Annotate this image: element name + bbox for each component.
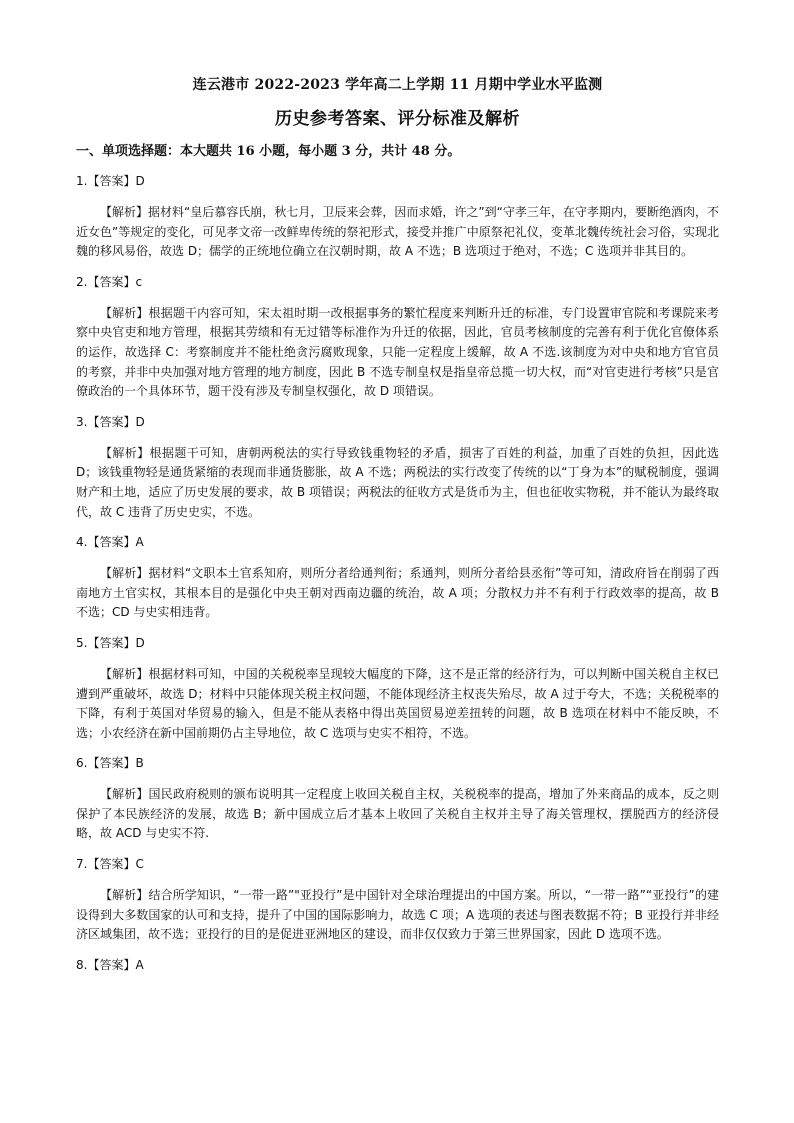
analysis-paragraph: 【解析】国民政府税则的颁布说明其一定程度上收回关税自主权，关税税率的提高，增加了外来商品的成本，反之则保护了本民族经济的发展，故选 B；新中国成立后才基本上收回了关税自主权并主导了海关管理权，摆脱西方的经济侵略，故 ACD 与史实不符. xyxy=(76,787,719,841)
answer-label: 2.【答案】c xyxy=(76,274,143,289)
question-5 xyxy=(76,634,719,743)
analysis-paragraph: 【解析】据材料“文职本土官系知府，则所分者给通判衔；系通判，则所分者给县丞衔”等可知，清政府旨在削弱了西南地方土官实权，其根本目的是强化中央王朝对西南边疆的统治，故 A 项；分散权力并不有利于行政效率的提高，故 B 不选；CD 与史实相违背。 xyxy=(76,566,719,620)
section-heading: 一、单项选择题：本大题共 16 小题，每小题 3 分，共计 48 分。 xyxy=(76,144,461,159)
document-subtitle: 历史参考答案、评分标准及解析 xyxy=(275,109,520,129)
answer-label: 4.【答案】A xyxy=(76,535,144,550)
answer-label: 8.【答案】A xyxy=(76,957,144,972)
analysis-paragraph: 【解析】根据材料可知，中国的关税税率呈现较大幅度的下降，这不是正常的经济行为，可以判断中国关税自主权已遭到严重破坏，故选 D；材料中只能体现关税主权问题，不能体现经济主权丧失殆尽，故 A 过于夸大，不选；关税税率的下降，有利于英国对华贸易的输入，但是不能从表格中得出英国贸易逆差扭转的问题，故 B 选项在材料中不能反映，不选；小农经济在新中国前期仍占主导地位，故 C 选项与史实不相符，不选。 xyxy=(76,666,719,740)
question-7 xyxy=(76,855,719,945)
analysis-paragraph: 【解析】根据题干内容可知，宋太祖时期一改根据事务的繁忙程度来判断升迁的标准，专门设置审官院和考课院来考察中央官吏和地方管理，根据其劳绩和有无过错等标准作为升迁的依据，因此，官员考核制度的完善有利于优化官僚体系的运作，故选择 C：考察制度并不能杜绝贪污腐败现象，只能一定程度上缓解，故 A 不选.该制度为对中央和地方官官员的考察，并非中央加强对地方管理的地方制度，因此 B 不选专制皇权是指皇帝总揽一切大权，而“对官吏进行考核”只是官僚政治的一个具体环节，题干没有涉及专制皇权强化，故 D 项错误。 xyxy=(76,305,719,399)
answer-label: 7.【答案】C xyxy=(76,857,144,872)
analysis-paragraph: 【解析】据材料“皇后慕容氏崩，秋七月，卫辰来会葬，因而求婚，许之”到“守孝三年，在守孝期内，要断绝酒肉，不近女色”等规定的变化，可见孝文帝一改鲜卑传统的祭祀形式，接受并推广中原祭祀礼仪，变革北魏传统社会习俗，实现北魏的移风易俗，故选 D；儒学的正统地位确立在汉朝时期，故 A 不选；B 选项过于绝对，不选；C 选项并非其目的。 xyxy=(76,205,719,259)
question-1 xyxy=(76,172,719,262)
analysis-paragraph: 【解析】结合所学知识，“一带一路”"亚投行”是中国针对全球治理提出的中国方案。所以，“一带一路”“亚投行”的建设得到大多数国家的认可和支持，提升了中国的国际影响力，故选 C 项；A 选项的表述与图表数据不符；B 亚投行并非经济区域集团，故不选；亚投行的目的是促进亚洲地区的建设，而非仅仅致力于第三世界国家，因此 D 选项不选。 xyxy=(76,888,719,942)
question-2 xyxy=(76,273,719,402)
question-3 xyxy=(76,413,719,522)
answer-label: 1.【答案】D xyxy=(76,174,145,188)
analysis-paragraph: 【解析】根据题干可知，唐朝两税法的实行导致钱重物轻的矛盾，损害了百姓的利益，加重了百姓的负担，因此选 D；该钱重物轻是通货紧缩的表现而非通货膨胀，故 A 不选；两税法的实行改变了传统的以“丁身为本”的赋税制度，强调财产和土地，适应了历史发展的要求，故 B 项错误；两税法的征收方式是货币为主，但也征收实物税，并不能认为最终取代，故 C 违背了历史史实，不选。 xyxy=(76,445,719,519)
question-6 xyxy=(76,754,719,844)
answer-sheet-page xyxy=(76,74,719,987)
answer-label: 3.【答案】D xyxy=(76,414,145,429)
question-4 xyxy=(76,533,719,623)
document-title: 连云港市 2022-2023 学年高二上学期 11 月期中学业水平监测 xyxy=(192,77,603,93)
answer-label: 5.【答案】D xyxy=(76,635,145,650)
question-8 xyxy=(76,956,719,975)
answer-label: 6.【答案】B xyxy=(76,756,144,771)
